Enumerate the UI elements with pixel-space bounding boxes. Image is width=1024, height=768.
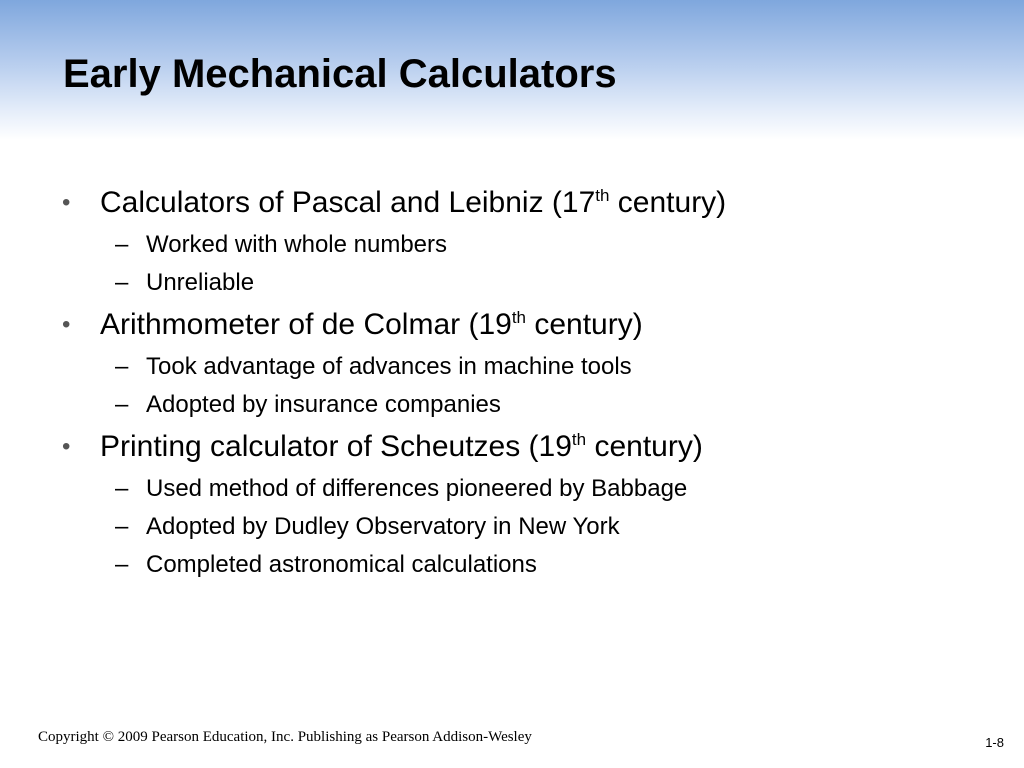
sub-bullet-item — [0, 264, 1024, 302]
bullet-item — [0, 424, 1024, 470]
bullet-text: Arithmometer of de Colmar (19th century) — [100, 308, 643, 341]
sub-bullet-marker: – — [115, 391, 129, 418]
slide-content — [0, 180, 1024, 584]
sub-bullet-text: Worked with whole numbers — [146, 231, 448, 258]
bullet-marker: • — [62, 311, 71, 338]
sub-bullet-marker: – — [115, 513, 129, 540]
bullet-item — [0, 180, 1024, 226]
bullet-text: Calculators of Pascal and Leibniz (17th century) — [100, 186, 727, 219]
sub-bullet-marker: – — [115, 231, 129, 258]
bullet-marker: • — [62, 189, 71, 216]
sub-bullet-text: Adopted by insurance companies — [146, 391, 501, 418]
page-number: 1-8 — [985, 735, 1004, 750]
bullet-item — [0, 302, 1024, 348]
ordinal-suffix: th — [595, 186, 610, 205]
sub-bullet-item — [0, 348, 1024, 386]
sub-bullet-text: Unreliable — [146, 269, 255, 296]
sub-bullet-marker: – — [115, 475, 129, 502]
sub-bullet-item — [0, 546, 1024, 584]
sub-bullet-marker: – — [115, 353, 129, 380]
bullet-marker: • — [62, 433, 71, 460]
sub-bullet-item — [0, 386, 1024, 424]
sub-bullet-item — [0, 470, 1024, 508]
sub-bullet-marker: – — [115, 551, 129, 578]
slide-title: Early Mechanical Calculators — [63, 52, 617, 96]
ordinal-suffix: th — [511, 308, 526, 327]
sub-bullet-text: Adopted by Dudley Observatory in New York — [146, 513, 620, 540]
footer-copyright: Copyright © 2009 Pearson Education, Inc. Publishing as Pearson Addison-Wesley — [38, 729, 532, 745]
sub-bullet-text: Completed astronomical calculations — [146, 551, 537, 578]
sub-bullet-item — [0, 226, 1024, 264]
sub-bullet-text: Used method of differences pioneered by Babbage — [146, 475, 688, 502]
bullet-text: Printing calculator of Scheutzes (19th century) — [100, 430, 703, 463]
sub-bullet-item — [0, 508, 1024, 546]
ordinal-suffix: th — [571, 430, 587, 449]
sub-bullet-text: Took advantage of advances in machine tools — [146, 353, 632, 380]
sub-bullet-marker: – — [115, 269, 129, 296]
